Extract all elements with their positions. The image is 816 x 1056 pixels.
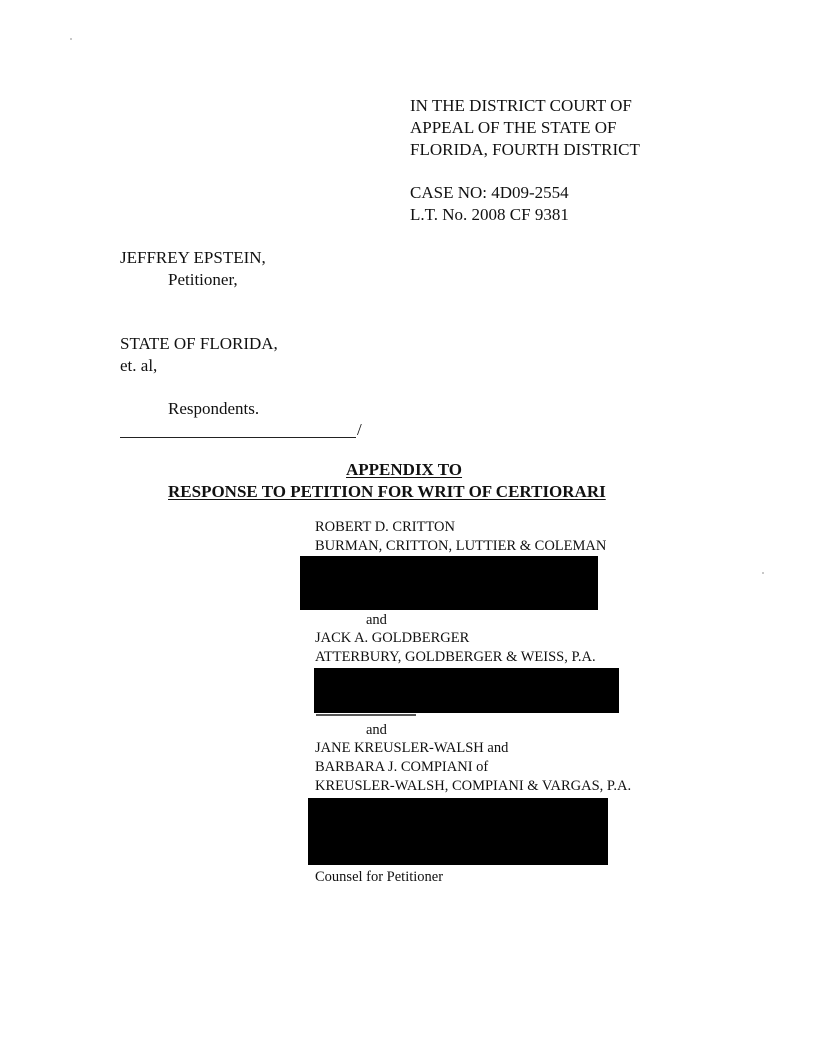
counsel-footer: Counsel for Petitioner: [315, 869, 444, 885]
counsel-1-name: ROBERT D. CRITTON: [315, 519, 455, 535]
redaction-residue: [316, 714, 416, 716]
conjunction-and: and: [366, 612, 387, 628]
scan-speck: [762, 572, 764, 574]
petitioner-role: Petitioner,: [168, 270, 238, 289]
conjunction-and: and: [366, 722, 387, 738]
counsel-2-name: JACK A. GOLDBERGER: [315, 630, 470, 646]
counsel-3-name-2: BARBARA J. COMPIANI of: [315, 759, 489, 775]
counsel-3-name-1: JANE KREUSLER-WALSH and: [315, 740, 509, 756]
redaction-box: [300, 556, 598, 610]
document-title-line-2: RESPONSE TO PETITION FOR WRIT OF CERTIORARI: [168, 482, 606, 501]
caption-rule: [120, 437, 356, 438]
document-title-line-1: APPENDIX TO: [346, 460, 463, 479]
counsel-3-firm: KREUSLER-WALSH, COMPIANI & VARGAS, P.A.: [315, 778, 632, 794]
court-heading-line-1: IN THE DISTRICT COURT OF: [410, 96, 632, 115]
scan-speck: [70, 38, 72, 40]
court-heading-line-3: FLORIDA, FOURTH DISTRICT: [410, 140, 640, 159]
counsel-1-firm: BURMAN, CRITTON, LUTTIER & COLEMAN: [315, 538, 607, 554]
case-number: CASE NO: 4D09-2554: [410, 183, 569, 202]
respondent-etal: et. al,: [120, 356, 158, 375]
lower-tribunal-number: L.T. No. 2008 CF 9381: [410, 205, 569, 224]
redaction-box: [308, 798, 608, 865]
petitioner-name: JEFFREY EPSTEIN,: [120, 248, 266, 267]
court-heading-line-2: APPEAL OF THE STATE OF: [410, 118, 617, 137]
respondent-role: Respondents.: [168, 399, 260, 418]
counsel-2-firm: ATTERBURY, GOLDBERGER & WEISS, P.A.: [315, 649, 596, 665]
caption-slash: /: [357, 420, 362, 439]
respondent-name: STATE OF FLORIDA,: [120, 334, 278, 353]
redaction-box: [314, 668, 619, 713]
